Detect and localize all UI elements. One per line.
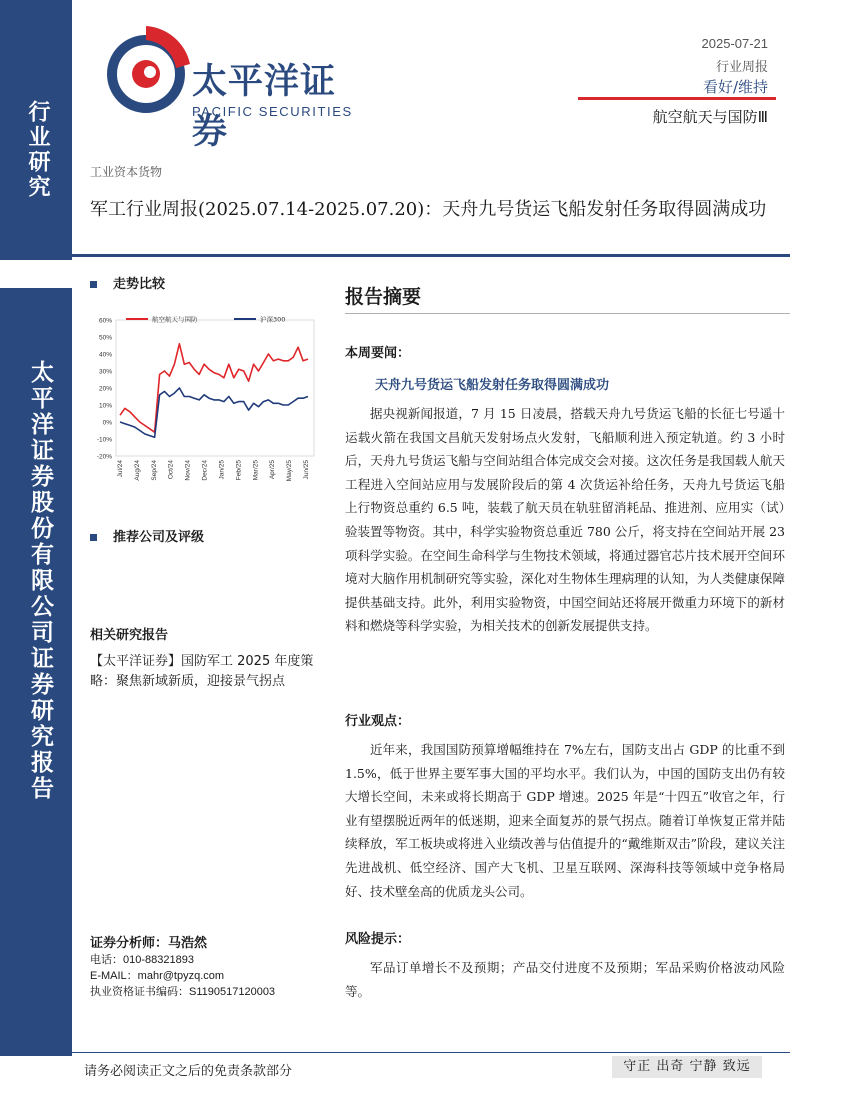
- y-tick-label: 20%: [98, 385, 112, 393]
- trend-heading: 走势比较: [90, 273, 165, 292]
- view-heading: 行业观点：: [345, 714, 411, 729]
- x-tick-label: Apr/25: [269, 460, 277, 480]
- report-date: 2025-07-21: [701, 36, 768, 51]
- sidebar-bottom-label: 太平洋证券股份有限公司证券研究报告: [27, 360, 54, 802]
- x-tick-label: Mar/25: [252, 460, 260, 481]
- x-tick-label: Aug/24: [133, 460, 141, 481]
- footer-motto: 守正 出奇 宁静 致远: [612, 1056, 762, 1078]
- industry-rating: 看好/维持: [702, 78, 768, 96]
- x-tick-label: Feb/25: [235, 460, 243, 481]
- summary-heading: 报告摘要: [345, 286, 422, 308]
- x-tick-label: May/25: [286, 460, 294, 482]
- y-tick-label: 40%: [98, 351, 112, 359]
- y-tick-label: 10%: [98, 402, 112, 410]
- risk-body: 军品订单增长不及预期；产品交付进度不及预期；军品采购价格波动风险等。: [345, 960, 785, 999]
- logo-mark-icon: [104, 14, 194, 118]
- analyst-cert: 执业资格证书编码：S1190517120003: [90, 986, 276, 998]
- x-tick-label: Sep/24: [150, 460, 158, 481]
- title-divider: [72, 254, 790, 257]
- news-heading: 本周要闻：: [345, 346, 411, 361]
- company-logo: [104, 14, 364, 152]
- news-body: 据央视新闻报道，7 月 15 日凌晨，搭载天舟九号货运飞船的长征七号遥十运载火箭在我国文昌航天发射场点火发射，飞船顺利进入预定轨道。约 3 小时后，天舟九号货运飞船与空间站组合体完成交会对接。这次任务是我国载人航天工程进入空间站应用与发展阶段后的第 4 次货运补给任务，天舟九号货运飞船上行物资总重约 6.5 吨，装载了航天员在轨驻留消耗品、推进剂、应用实（试）验装置等物资。其中，科学实验物资总重近 780 公斤，将支持在空间站开展 23 项科学实验。在空间生命科学与生物技术领域，将通过器官芯片技术展开空间环境对大脑作用机制研究等实验，深化对生物体生理病理的认知，为人类健康保障提供基础支持。此外，利用实验物资，中国空间站还将展开微重力环境下的新材料和燃烧等科学实验，为相关技术的创新发展提供支持。: [345, 406, 785, 634]
- rating-underline: [578, 97, 776, 100]
- x-tick-label: Jan/25: [218, 460, 226, 480]
- x-tick-label: Jul/24: [117, 460, 124, 478]
- y-tick-label: -20%: [96, 453, 112, 461]
- news-title: 天舟九号货运飞船发射任务取得圆满成功: [375, 378, 610, 393]
- legend-label: 航空航天与国防: [152, 315, 198, 324]
- analyst-name: 证券分析师：马浩然: [90, 936, 208, 951]
- bullet-square-icon: [90, 281, 97, 288]
- related-research-link[interactable]: 【太平洋证券】国防军工 2025 年度策略：聚焦新域新质，迎接景气拐点: [90, 654, 314, 689]
- logo-name-cn: 太平洋证券: [192, 62, 337, 152]
- x-tick-label: Oct/24: [167, 460, 175, 480]
- industry-category: 工业资本货物: [90, 165, 163, 179]
- y-tick-label: 0%: [102, 419, 112, 427]
- bullet-square-icon: [90, 534, 97, 541]
- x-tick-label: Dec/24: [201, 460, 209, 481]
- y-tick-label: -10%: [96, 436, 112, 444]
- logo-name-en: PACIFIC SECURITIES: [192, 104, 353, 119]
- footer-disclaimer: 请务必阅读正文之后的免责条款部分: [84, 1064, 293, 1079]
- view-body: 近年来，我国国防预算增幅维持在 7%左右，国防支出占 GDP 的比重不到 1.5%，低于世界主要军事大国的平均水平。我们认为，中国的国防支出仍有较大增长空间，未来或将长期高于 GDP 增速。2025 年是“十四五”收官之年，行业有望摆脱近两年的低迷期，迎来全面复苏的景气拐点。随着订单恢复正常并陆续释放，军工板块或将进入业绩改善与估值提升的“戴维斯双击”阶段，建议关注先进战机、低空经济、国产大飞机、卫星互联网、深海科技等领域中竞争格局好、技术壁垒高的优质龙头公司。: [345, 742, 785, 899]
- recommend-heading: 推荐公司及评级: [90, 526, 204, 545]
- series-line-0: [120, 344, 308, 432]
- analyst-email[interactable]: E-MAIL：mahr@tpyzq.com: [90, 970, 225, 982]
- x-tick-label: Nov/24: [184, 460, 192, 481]
- plot-frame: [116, 320, 314, 456]
- sidebar-top-label: 行业研究: [25, 100, 51, 200]
- x-tick-label: Jun/25: [303, 460, 310, 480]
- report-title: 军工行业周报(2025.07.14-2025.07.20)：天舟九号货运飞船发射任务取得圆满成功: [90, 199, 767, 220]
- related-research-heading: 相关研究报告: [90, 628, 169, 643]
- footer-divider: [72, 1052, 790, 1053]
- analyst-phone: 电话：010-88321893: [90, 954, 194, 966]
- legend-label: 沪深300: [260, 315, 286, 324]
- y-tick-label: 60%: [98, 317, 112, 325]
- report-type: 行业周报: [715, 60, 768, 75]
- y-tick-label: 30%: [98, 368, 112, 376]
- summary-divider: [345, 313, 790, 314]
- series-line-1: [120, 388, 308, 437]
- trend-chart: [86, 308, 322, 498]
- y-tick-label: 50%: [98, 334, 112, 342]
- risk-heading: 风险提示：: [345, 932, 411, 947]
- industry-name: 航空航天与国防Ⅲ: [652, 108, 768, 126]
